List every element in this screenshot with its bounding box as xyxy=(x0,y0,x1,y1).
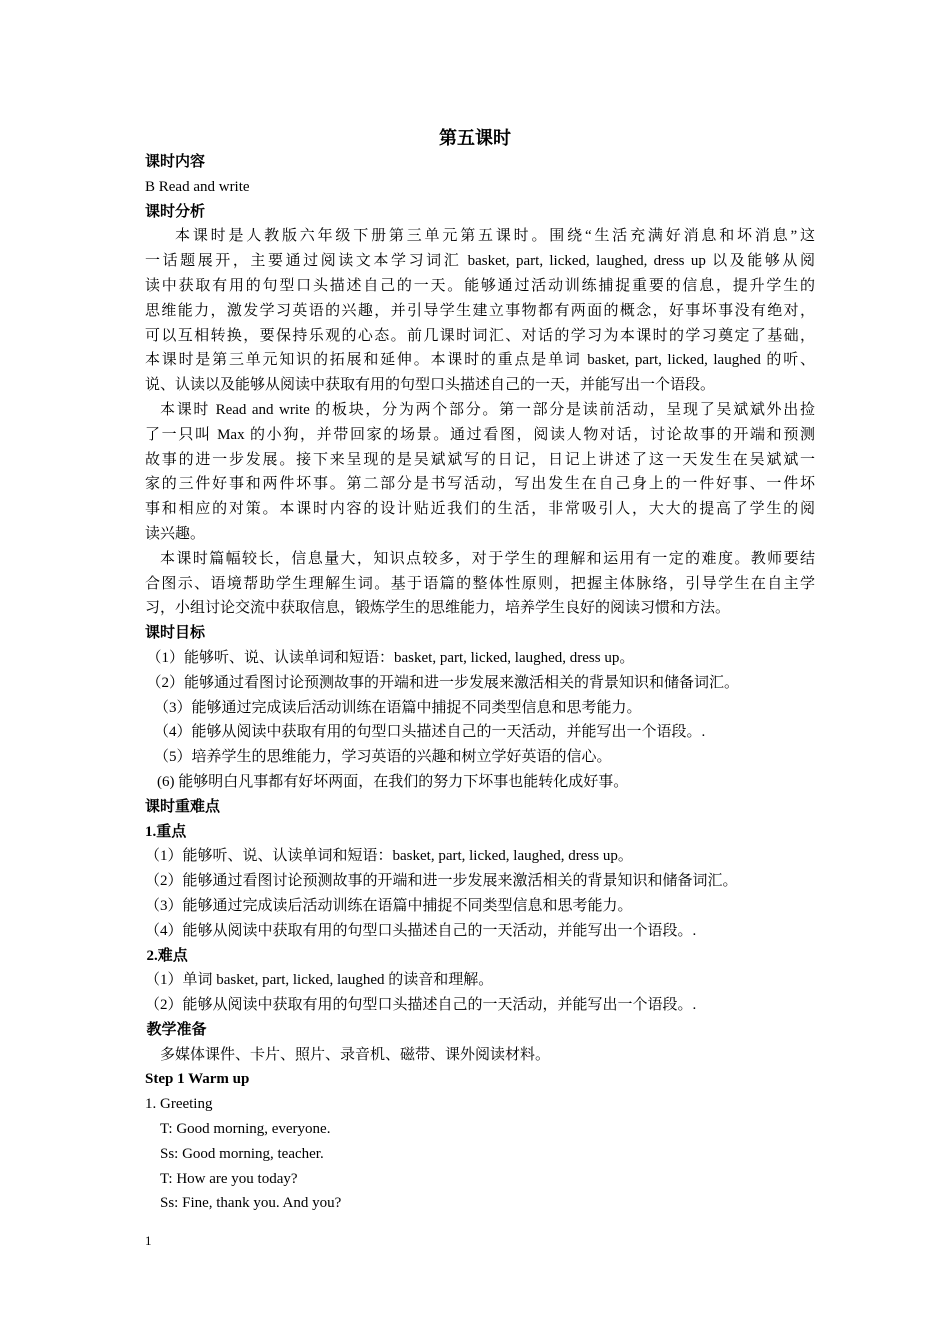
section-heading: 教学准备 xyxy=(146,1021,207,1038)
section-heading: 1.重点 xyxy=(145,823,187,840)
document-body xyxy=(145,150,815,1216)
section-heading: 2.难点 xyxy=(146,947,188,964)
text-line: （4）能够从阅读中获取有用的句型口头描述自己的一天活动，并能写出一个语段。. xyxy=(145,922,697,939)
section-heading: Step 1 Warm up xyxy=(145,1071,250,1088)
text-line: （3）能够通过完成读后活动训练在语篇中捕捉不同类型信息和思考能力。 xyxy=(145,897,633,914)
text-line: Ss: Good morning, teacher. xyxy=(160,1145,324,1162)
text-line: Ss: Fine, thank you. And you? xyxy=(160,1195,342,1212)
text-line: （1）能够听、说、认读单词和短语：basket, part, licked, laughed, dress up。 xyxy=(145,848,633,865)
text-line: (6) 能够明白凡事都有好坏两面，在我们的努力下坏事也能转化成好事。 xyxy=(157,773,629,790)
text-line: 可以互相转换，要保持乐观的心态。前几课时词汇、对话的学习为本课时的学习奠定了基础， xyxy=(145,327,815,344)
page-number: 1 xyxy=(145,1233,152,1248)
text-line: T: How are you today? xyxy=(160,1170,298,1187)
text-line: 本课时是第三单元知识的拓展和延伸。本课时的重点是单词 basket, part, licked, laughed 的听、 xyxy=(145,352,815,369)
section-heading: 课时内容 xyxy=(145,154,206,170)
text-line: （1）能够听、说、认读单词和短语：basket, part, licked, laughed, dress up。 xyxy=(146,649,635,666)
text-line: 多媒体课件、卡片、照片、录音机、磁带、课外阅读材料。 xyxy=(160,1046,551,1063)
text-line: 说、认读以及能够从阅读中获取有用的句型口头描述自己的一天，并能写出一个语段。 xyxy=(145,377,716,394)
text-line: 本课时是人教版六年级下册第三单元第五课时。围绕“生活充满好消息和坏消息”这 xyxy=(175,228,815,245)
text-line: 家的三件好事和两件坏事。第二部分是书写活动，写出发生在自己身上的一件好事、一件坏 xyxy=(145,476,815,493)
section-heading: 课时目标 xyxy=(145,625,206,642)
text-line: B Read and write xyxy=(145,178,250,195)
text-line: 1. Greeting xyxy=(145,1096,213,1113)
text-line: （3）能够通过完成读后活动训练在语篇中捕捉不同类型信息和思考能力。 xyxy=(154,699,642,716)
text-line: （1）单词 basket, part, licked, laughed 的读音和理解。 xyxy=(145,972,494,989)
text-line: 故事的进一步发展。接下来呈现的是吴斌斌写的日记，日记上讲述了这一天发生在吴斌斌一 xyxy=(145,451,815,468)
text-line: 了一只叫 Max 的小狗，并带回家的场景。通过看图，阅读人物对话，讨论故事的开端和预测 xyxy=(145,426,815,443)
text-line: （2）能够通过看图讨论预测故事的开端和进一步发展来激活相关的背景知识和储备词汇。 xyxy=(145,873,738,890)
text-line: （2）能够通过看图讨论预测故事的开端和进一步发展来激活相关的背景知识和储备词汇。 xyxy=(146,674,740,691)
text-line: T: Good morning, everyone. xyxy=(160,1121,331,1138)
text-line: 习，小组讨论交流中获取信息，锻炼学生的思维能力，培养学生良好的阅读习惯和方法。 xyxy=(145,600,731,617)
text-line: 事和相应的对策。本课时内容的设计贴近我们的生活，非常吸引人，大大的提高了学生的阅 xyxy=(145,501,815,518)
text-line: 读兴趣。 xyxy=(145,525,206,542)
page-title: 第五课时 xyxy=(439,128,511,148)
section-heading: 课时分析 xyxy=(145,203,206,220)
text-line: 本课时篇幅较长，信息量大，知识点较多，对于学生的理解和运用有一定的难度。教师要结 xyxy=(160,550,815,567)
text-line: 合图示、语境帮助学生理解生词。基于语篇的整体性原则，把握主体脉络，引导学生在自主学 xyxy=(145,575,815,592)
text-line: 读中获取有用的句型口头描述自己的一天。能够通过活动训练捕捉重要的信息，提升学生的 xyxy=(145,277,815,294)
section-heading: 课时重难点 xyxy=(145,798,221,815)
text-line: （5）培养学生的思维能力，学习英语的兴趣和树立学好英语的信心。 xyxy=(154,749,612,766)
text-line: （4）能够从阅读中获取有用的句型口头描述自己的一天活动，并能写出一个语段。. xyxy=(154,724,706,741)
text-line: 一话题展开，主要通过阅读文本学习词汇 basket, part, licked, laughed, dress up 以及能够从阅 xyxy=(145,253,815,270)
text-line: 思维能力，激发学习英语的兴趣，并引导学生建立事物都有两面的概念，好事坏事没有绝对， xyxy=(145,302,815,319)
text-line: （2）能够从阅读中获取有用的句型口头描述自己的一天活动，并能写出一个语段。. xyxy=(145,997,697,1014)
text-line: 本课时 Read and write 的板块，分为两个部分。第一部分是读前活动，呈现了吴斌斌外出捡 xyxy=(160,401,815,418)
